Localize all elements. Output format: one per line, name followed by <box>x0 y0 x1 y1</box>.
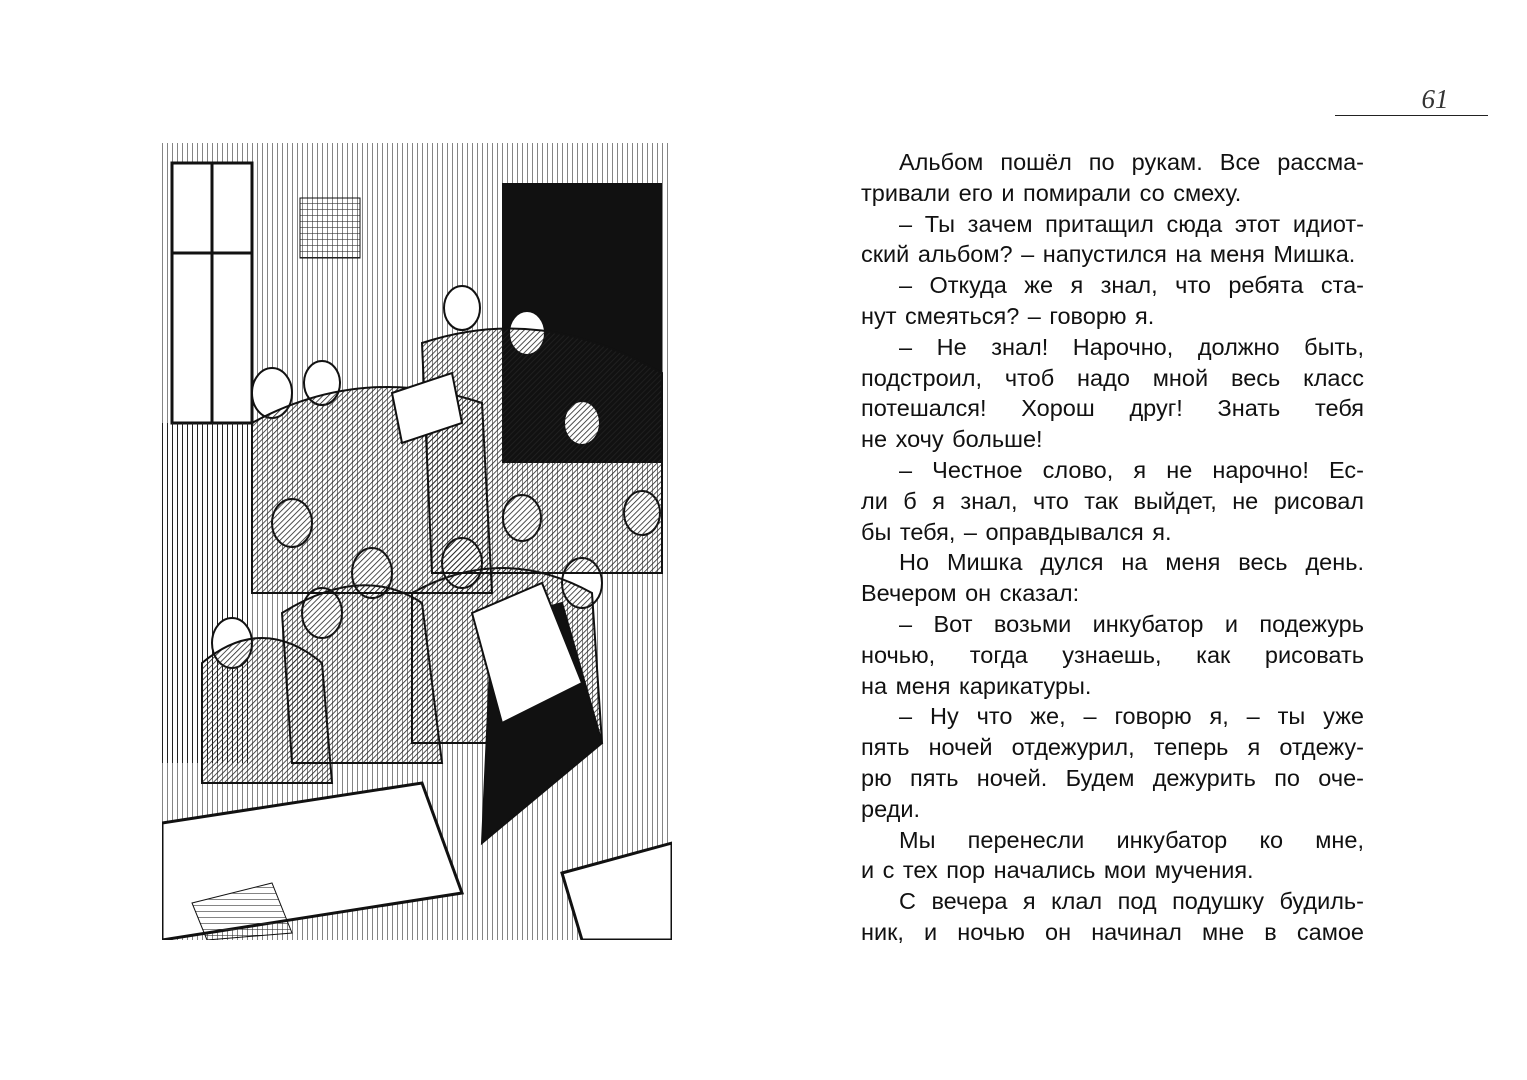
text-line: рю пять ночей. Будем дежурить по оче- <box>861 764 1364 791</box>
text-line: реди. <box>861 795 920 822</box>
text-line: – Не знал! Нарочно, должно быть, <box>899 333 1364 360</box>
text-line: на меня карикатуры. <box>861 672 1092 699</box>
text-line: Вечером он сказал: <box>861 580 1080 607</box>
text-line: Альбом пошёл по рукам. Все рассма- <box>899 149 1364 175</box>
text-line: – Откуда же я знал, что ребята ста- <box>899 272 1364 299</box>
illustration <box>162 143 672 940</box>
body-text <box>861 147 1364 948</box>
page-number: 61 <box>1421 84 1449 114</box>
text-line: ник, и ночью он начинал мне в самое <box>861 918 1364 945</box>
text-line: – Ну что же, – говорю я, – ты уже <box>899 703 1364 730</box>
text-line: ночью, тогда узнаешь, как рисовать <box>861 641 1364 668</box>
text-line: – Честное слово, я не нарочно! Ес- <box>899 456 1364 483</box>
text-line: нут смеяться? – говорю я. <box>861 302 1155 329</box>
text-line: подстроил, чтоб надо мной весь класс <box>861 364 1364 391</box>
text-line: ли б я знал, что так выйдет, не рисовал <box>861 487 1364 514</box>
text-line: пять ночей отдежурил, теперь я отдежу- <box>861 734 1364 761</box>
text-line: ский альбом? – напустился на меня Мишка. <box>861 241 1356 268</box>
text-line: Мы перенесли инкубатор ко мне, <box>899 826 1364 853</box>
text-line: тривали его и помирали со смеху. <box>861 179 1242 206</box>
text-line: – Ты зачем притащил сюда этот идиот- <box>899 210 1364 237</box>
text-line: Но Мишка дулся на меня весь день. <box>899 549 1364 576</box>
text-line: потешался! Хорош друг! Знать тебя <box>861 395 1364 422</box>
header-rule <box>1335 115 1488 116</box>
text-line: – Вот возьми инкубатор и подежурь <box>899 610 1364 637</box>
text-line: С вечера я клал под подушку будиль- <box>899 888 1364 915</box>
text-line: бы тебя, – оправдывался я. <box>861 518 1172 545</box>
text-line: не хочу больше! <box>861 426 1043 453</box>
text-line: и с тех пор начались мои мучения. <box>861 857 1254 884</box>
